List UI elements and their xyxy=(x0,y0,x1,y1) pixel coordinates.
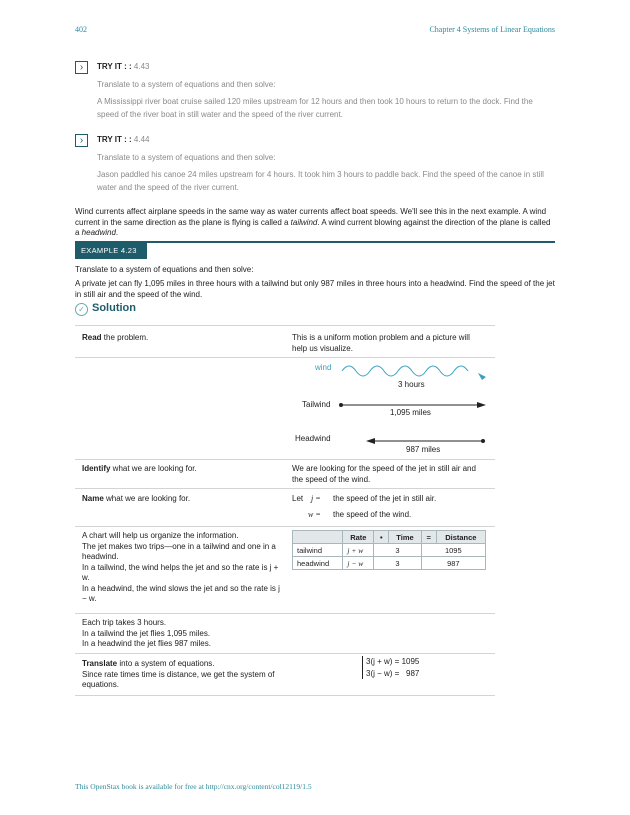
example-label: EXAMPLE 4.23 xyxy=(75,242,147,259)
chart-explanation xyxy=(82,531,282,605)
wind-arrowhead xyxy=(478,373,486,380)
equation: 3(j − w) = 987 xyxy=(366,668,420,678)
tailwind-term: tailwind xyxy=(290,217,318,227)
try-it-problem: Jason paddled his canoe 24 miles upstream for 4 hours. It took him 3 hours to paddle back. Find the speed of the canoe in still water and the speed of the river current. xyxy=(97,170,544,192)
footer-text: This OpenStax book is available for free at http://cnx.org/content/col12119/1.5 xyxy=(75,782,312,791)
intro-text-1: Wind currents affect airplane speeds in the same way as water currents affect boat speeds. We'll see this in the next example. A wind current in the same direction as the plane is flying is called a xyxy=(75,207,547,227)
headwind-miles: 987 miles xyxy=(406,445,441,454)
trips-explanation xyxy=(82,618,292,650)
step-identify xyxy=(82,464,282,475)
headwind-term: headwind xyxy=(81,228,116,237)
equation-system xyxy=(362,656,419,679)
intro-text-3: . xyxy=(115,228,119,237)
tailwind-label: Tailwind xyxy=(302,400,331,409)
step-keyword: Translate xyxy=(82,659,118,668)
step-keyword: Name xyxy=(82,494,104,503)
table-row xyxy=(293,544,486,557)
row-distance: 987 xyxy=(421,557,485,570)
step-text: what we are looking for. xyxy=(103,494,191,503)
try-it-number: 4.44 xyxy=(133,135,150,144)
try-it-instruction: Translate to a system of equations and then solve: xyxy=(97,153,276,162)
chevron-right-icon[interactable]: › xyxy=(75,134,88,147)
table-header-row xyxy=(293,531,486,544)
row-time: 3 xyxy=(374,557,421,570)
table-header-time: Time xyxy=(389,531,421,544)
step-keyword: Read xyxy=(82,333,102,342)
step-read xyxy=(82,333,282,344)
headwind-label: Headwind xyxy=(295,434,331,443)
let-w-variable: w = xyxy=(308,510,321,519)
example-header xyxy=(75,241,555,259)
check-circle-icon: ✓ xyxy=(75,303,88,316)
let-w-definition: the speed of the wind. xyxy=(333,510,412,519)
step-keyword: Identify xyxy=(82,464,111,473)
let-word: Let xyxy=(292,494,304,503)
table-header-equals: = xyxy=(421,531,436,544)
divider xyxy=(75,613,495,614)
try-it-instruction: Translate to a system of equations and then solve: xyxy=(97,80,276,89)
step-translate xyxy=(82,659,287,691)
example-rule xyxy=(75,241,555,243)
example-problem: A private jet can fly 1,095 miles in three hours with a tailwind but only 987 miles in three hours into a headwind. Find the speed of the jet in still air and the speed of the wind. xyxy=(75,279,555,299)
chapter-title: Chapter 4 Systems of Linear Equations xyxy=(429,25,555,34)
read-explanation: This is a uniform motion problem and a picture will help us visualize. xyxy=(292,333,470,353)
try-it-heading xyxy=(97,62,149,71)
try-it-heading xyxy=(97,135,149,144)
row-label: headwind xyxy=(293,557,343,570)
table-header-blank xyxy=(293,531,343,544)
chart-line: In a tailwind, the wind helps the jet and so the rate is j + w. xyxy=(82,562,279,582)
row-label: tailwind xyxy=(293,544,343,557)
wind-wave xyxy=(342,366,468,376)
headwind-end-dot xyxy=(481,439,485,443)
row-time: 3 xyxy=(374,544,421,557)
let-j-definition: the speed of the jet in still air. xyxy=(333,494,437,503)
translate-explanation: Since rate times time is distance, we get the system of equations. xyxy=(82,669,275,689)
wind-label: wind xyxy=(315,363,332,372)
let-j-variable: j = xyxy=(311,494,321,503)
table-header-rate: Rate xyxy=(343,531,374,544)
divider xyxy=(75,526,495,527)
divider xyxy=(75,357,495,358)
chart-line: The jet makes two trips—one in a tailwind and one in a headwind. xyxy=(82,541,276,561)
try-it-number: 4.43 xyxy=(133,62,150,71)
solution-title: Solution xyxy=(92,302,136,314)
divider xyxy=(75,488,495,489)
step-text: into a system of equations. xyxy=(117,659,215,668)
rate-time-distance-table xyxy=(292,530,486,570)
tailwind-arrowhead xyxy=(477,402,486,408)
example-instruction: Translate to a system of equations and then solve: xyxy=(75,265,254,274)
trip-line: Each trip takes 3 hours. xyxy=(82,618,167,627)
step-name xyxy=(82,494,282,505)
divider xyxy=(75,325,495,326)
chevron-right-icon[interactable]: › xyxy=(75,61,88,74)
equation: 3(j + w) = 1095 xyxy=(366,657,420,666)
page-number: 402 xyxy=(75,25,87,34)
table-header-distance: Distance xyxy=(436,531,485,544)
wind-diagram xyxy=(290,360,495,458)
row-rate: j − w xyxy=(343,557,374,570)
try-it-problem: A Mississippi river boat cruise sailed 120 miles upstream for 12 hours and then took 10 hours to return to the dock. Find the speed of the river boat in still water and the speed of the river current. xyxy=(97,97,533,119)
table-header-times: • xyxy=(374,531,389,544)
step-text: what we are looking for. xyxy=(110,464,197,473)
trip-line: In a tailwind the jet flies 1,095 miles. xyxy=(82,628,211,638)
divider xyxy=(75,653,495,654)
hours-label: 3 hours xyxy=(398,380,425,389)
chart-line: A chart will help us organize the information. xyxy=(82,531,239,540)
table-row xyxy=(293,557,486,570)
step-text: the problem. xyxy=(101,333,149,342)
row-distance: 1095 xyxy=(421,544,485,557)
divider xyxy=(75,695,495,696)
intro-paragraph xyxy=(75,207,555,239)
intro-text-2: . A wind current blowing against the direction of the plane is called a xyxy=(75,217,551,237)
try-it-label: TRY IT : : xyxy=(97,135,132,144)
row-rate: j + w xyxy=(343,544,374,557)
trip-line: In a headwind the jet flies 987 miles. xyxy=(82,639,211,648)
try-it-label: TRY IT : : xyxy=(97,62,132,71)
identify-explanation: We are looking for the speed of the jet in still air and the speed of the wind. xyxy=(292,464,476,484)
divider xyxy=(75,459,495,460)
chart-line: In a headwind, the wind slows the jet and so the rate is j − w. xyxy=(82,583,280,603)
tailwind-miles: 1,095 miles xyxy=(390,408,431,417)
